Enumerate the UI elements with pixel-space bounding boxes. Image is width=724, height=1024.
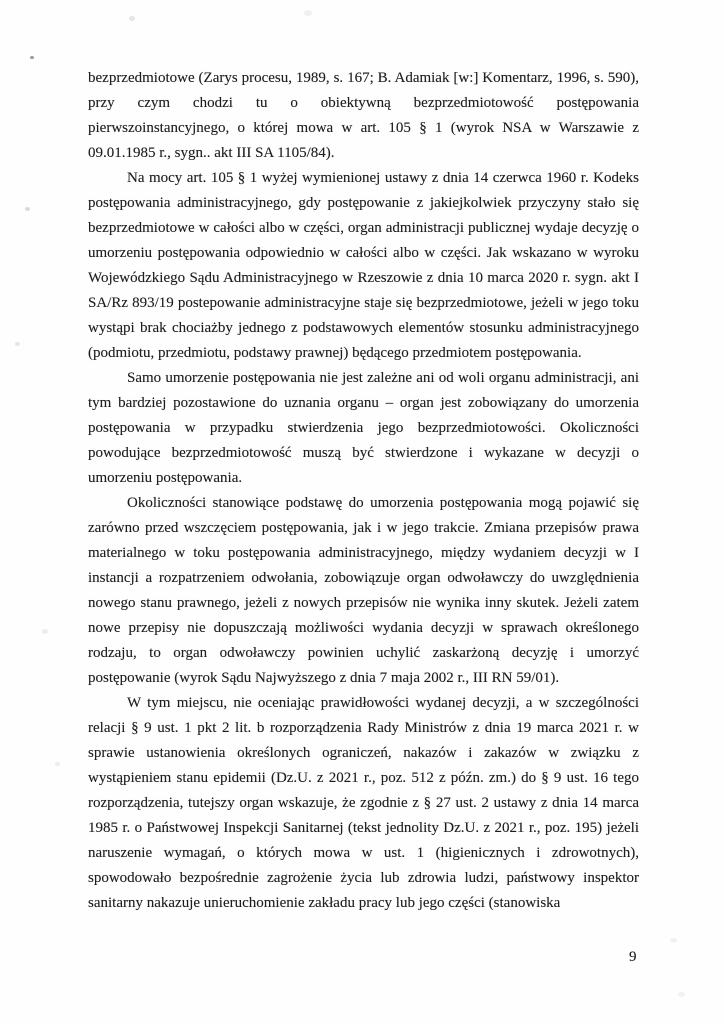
paragraph: Samo umorzenie postępowania nie jest zależne ani od woli organu administracji, ani tym bardziej pozostawione do uznania organu – organ jest zobowiązany do umorzenia postępowania w przypadku stwierdzenia jego bezprzedmiotowości. Okoliczności powodujące bezprzedmiotowość muszą być stwierdzone i wykazane w decyzji o umorzeniu postępowania. — [88, 370, 639, 486]
scan-speck — [678, 992, 685, 997]
paragraph: Okoliczności stanowiące podstawę do umorzenia postępowania mogą pojawić się zarówno przed wszczęciem postępowania, jak i w jego trakcie. Zmiana przepisów prawa materialnego w toku postępowania administracyjnego, między wydaniem decyzji w I instancji a rozpatrzeniem odwołania, zobowiązuje organ odwoławczy do uwzględnienia nowego stanu prawnego, jeżeli z nowych przepisów nie wynika inny skutek. Jeżeli zatem nowe przepisy nie dopuszczają możliwości wydania decyzji w sprawach określonego rodzaju, to organ odwoławczy powinien uchylić zaskarżoną decyzję i umorzyć postępowanie (wyrok Sądu Najwyższego z dnia 7 maja 2002 r., III RN 59/01). — [88, 495, 639, 686]
scan-speck — [55, 762, 60, 766]
scan-speck — [15, 342, 20, 346]
scan-speck — [42, 629, 48, 634]
page-number: 9 — [629, 949, 637, 965]
paragraph-continuation: bezprzedmiotowe (Zarys procesu, 1989, s. 167; B. Adamiak [w:] Komentarz, 1996, s. 590), przy czym chodzi tu o obiektywną bezprzedmiotowość postępowania pierwszoinstancyjnego, o której mowa w art. 105 § 1 (wyrok NSA w Warszawie z 09.01.1985 r., sygn.. akt III SA 1105/84). — [88, 70, 639, 161]
scan-speck — [129, 16, 135, 21]
scan-speck — [25, 207, 30, 211]
scan-speck — [670, 938, 677, 943]
scan-speck — [30, 56, 34, 59]
scan-speck — [304, 10, 312, 16]
paragraph: W tym miejscu, nie oceniając prawidłowości wydanej decyzji, a w szczególności relacji § 9 ust. 1 pkt 2 lit. b rozporządzenia Rady Ministrów z dnia 19 marca 2021 r. w sprawie ustanowienia określonych ograniczeń, nakazów i zakazów w związku z wystąpieniem stanu epidemii (Dz.U. z 2021 r., poz. 512 z późn. zm.) do § 9 ust. 16 tego rozporządzenia, tutejszy organ wskazuje, że zgodnie z § 27 ust. 2 ustawy z dnia 14 marca 1985 r. o Państwowej Inspekcji Sanitarnej (tekst jednolity Dz.U. z 2021 r., poz. 195) jeżeli naruszenie wymagań, o których mowa w ust. 1 (higienicznych i zdrowotnych), spowodowało bezpośrednie zagrożenie życia lub zdrowia ludzi, państwowy inspektor sanitarny nakazuje unieruchomienie zakładu pracy lub jego części (stanowiska — [88, 695, 639, 911]
paragraph: Na mocy art. 105 § 1 wyżej wymienionej ustawy z dnia 14 czerwca 1960 r. Kodeks postępowania administracyjnego, gdy postępowanie z jakiejkolwiek przyczyny stało się bezprzedmiotowe w całości albo w części, organ administracji publicznej wydaje decyzję o umorzeniu postępowania odpowiednio w całości albo w części. Jak wskazano w wyroku Wojewódzkiego Sądu Administracyjnego w Rzeszowie z dnia 10 marca 2020 r. sygn. akt I SA/Rz 893/19 postepowanie administracyjne staje się bezprzedmiotowe, jeżeli w jego toku wystąpi brak chociażby jednego z podstawowych elementów stosunku administracyjnego (podmiotu, przedmiotu, podstawy prawnej) będącego przedmiotem postępowania. — [88, 170, 639, 361]
document-body-text — [88, 66, 639, 916]
